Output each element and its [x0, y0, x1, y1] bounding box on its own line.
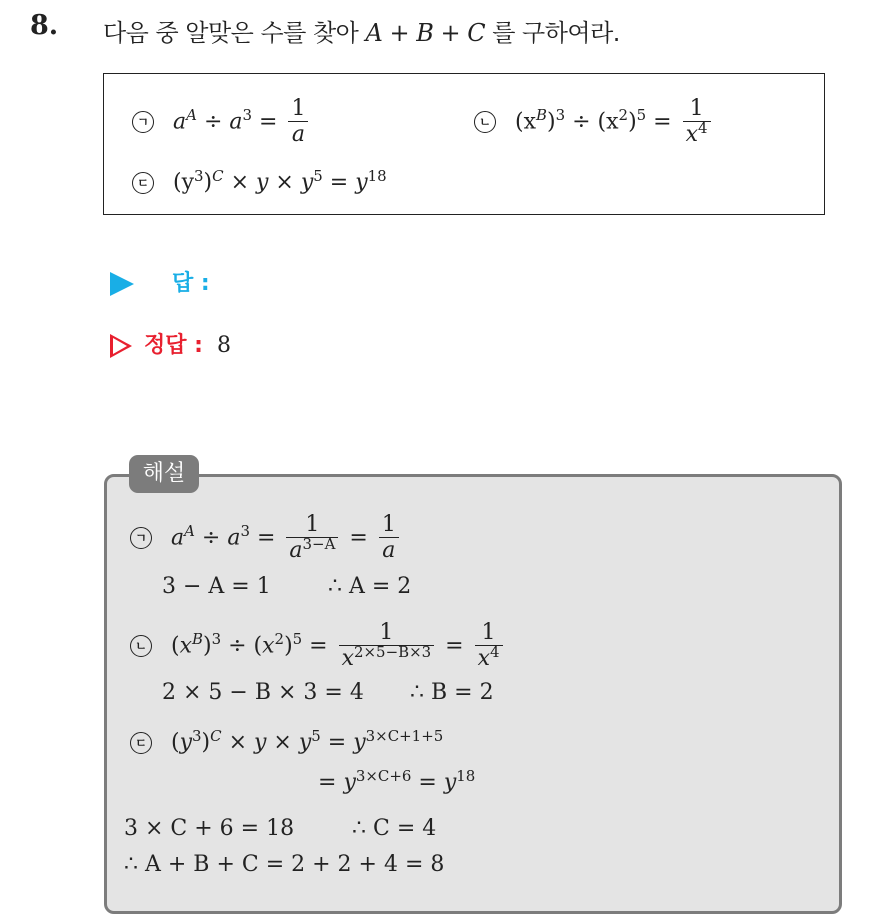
marker-b-icon: ㄴ	[474, 111, 496, 133]
marker-c-icon: ㄷ	[132, 172, 154, 194]
correct-answer-row	[110, 328, 231, 359]
marker-a-icon: ㄱ	[132, 111, 154, 133]
question-expr: A + B + C	[365, 19, 486, 47]
solution-step-a: ㄱ $a^A \div a^3$ = $\frac{1}{a^{3-A}}$ = $\frac{1}{a}$	[130, 512, 403, 565]
fraction-a: $\frac{1}{a}$	[288, 96, 308, 149]
fraction-b: $\frac{1}{x^4}$	[683, 96, 711, 149]
solution-b-conclusion: ∴ B = 2	[410, 680, 494, 705]
solution-tab: 해설	[129, 455, 199, 493]
correct-triangle-icon	[110, 334, 132, 358]
solution-a-conclusion: ∴ A = 2	[328, 574, 412, 599]
solution-c-line2: = $y^{3\times C+6} = y^{18}$	[318, 766, 476, 795]
answer-row	[110, 266, 210, 297]
solution-b-line2: 2 × 5 − B × 3 = 4	[162, 680, 364, 705]
condition-a: ㄱ $a^A \div a^3$ = $\frac{1}{a}$	[132, 96, 312, 149]
correct-value: 8	[216, 333, 231, 358]
solution-a-line2: 3 − A = 1	[162, 574, 271, 599]
question-text	[103, 13, 620, 48]
question-prefix: 다음 중 알맞은 수를 찾아	[103, 19, 359, 47]
condition-b: ㄴ $(x^B)^3 \div (x^2)^5$ = $\frac{1}{x^4}$	[474, 96, 715, 149]
question-number: 8.	[30, 10, 59, 41]
solution-marker-a-icon: ㄱ	[130, 527, 152, 549]
solution-step-c: ㄷ $(y^3)^C \times y \times y^5 = y^{3\times C+1+5}$	[130, 730, 443, 755]
answer-label: 답 :	[172, 271, 210, 296]
answer-triangle-icon	[110, 272, 134, 296]
solution-c-equation: 3 × C + 6 = 18	[124, 816, 295, 841]
correct-label: 정답 :	[144, 333, 203, 358]
solution-c-conclusion: ∴ C = 4	[352, 816, 437, 841]
solution-marker-b-icon: ㄴ	[130, 635, 152, 657]
solution-final: ∴ A + B + C = 2 + 2 + 4 = 8	[124, 852, 445, 877]
question-suffix: 를 구하여라.	[492, 19, 620, 47]
condition-c: ㄷ $(y^3)^C \times y \times y^5 = y^{18}$	[132, 170, 387, 195]
solution-step-b: ㄴ $(x^B)^3 \div (x^2)^5$ = $\frac{1}{x^{2\times 5-B\times 3}}$ = $\frac{1}{x^4}$	[130, 620, 507, 673]
solution-marker-c-icon: ㄷ	[130, 732, 152, 754]
